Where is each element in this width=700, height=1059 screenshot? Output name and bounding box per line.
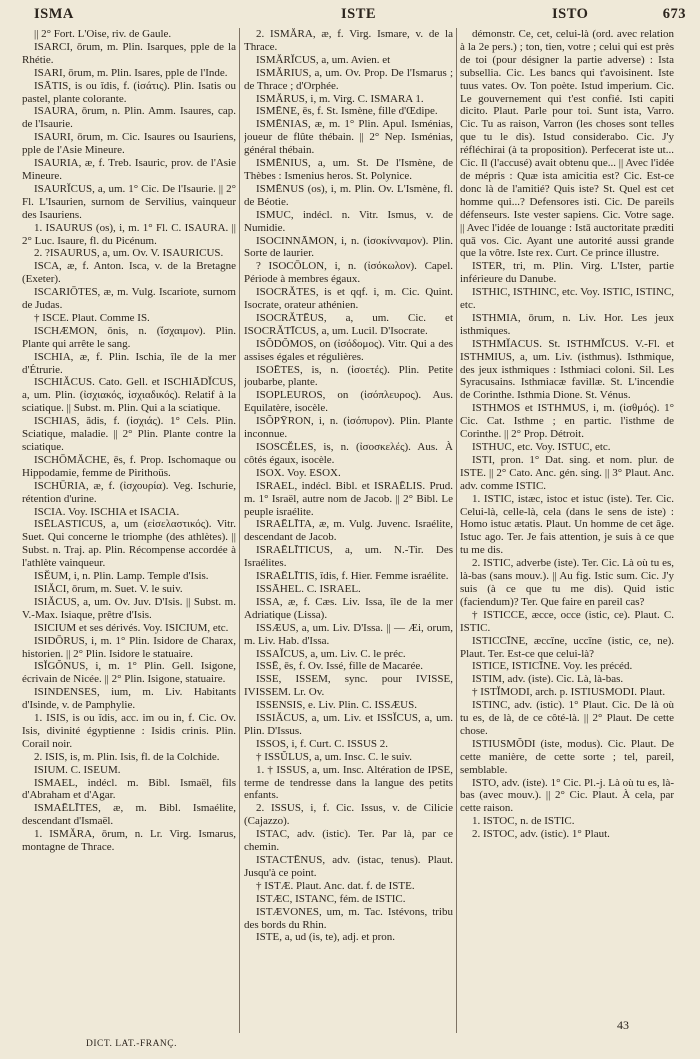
dictionary-entry: ISMĒNIUS, a, um. St. De l'Ismène, de Thèbes : Ismenius heros. St. Polynice. (244, 157, 453, 182)
dictionary-entry: ISARCI, ōrum, m. Plin. Isarques, pple de la Rhétie. (22, 40, 236, 66)
dictionary-entry: ISRAEL, indécl. Bibl. et ISRAĒLIS. Prud. m. 1° Israël, autre nom de Jacob. || 2° Bibl. Le peuple israélite. (244, 479, 453, 518)
dictionary-entry: ISCHIA, æ, f. Plin. Ischia, île de la mer d'Étrurie. (22, 350, 236, 376)
dictionary-entry: ISMĂRUS, i, m. Virg. C. ISMARA 1. (256, 92, 424, 105)
column-2 (244, 28, 453, 1038)
dictionary-entry: ISSĒ, ēs, f. Ov. Issé, fille de Macarée. (256, 660, 423, 673)
dictionary-entry: ISRAĒLĪTA, æ, m. Vulg. Juvenc. Israélite, descendant de Jacob. (244, 518, 453, 544)
dictionary-entry: ISMUC, indécl. n. Vitr. Ismus, v. de Numidie. (244, 208, 453, 234)
dictionary-entry: ISAURI, ōrum, m. Cic. Isaures ou Isauriens, pple de l'Asie Mineure. (22, 131, 236, 157)
dictionary-entry: ISTACTĒNUS, adv. (istac, tenus). Plaut. Jusqu'à ce point. (244, 854, 453, 879)
dictionary-entry: || 2° Fort. L'Oise, riv. de Gaule. (34, 28, 172, 40)
dictionary-entry: ISTO, adv. (iste). 1° Cic. Pl.-j. Là où tu es, là-bas (avec mouv.). || 2° Cic. Plaut. À cela, par cette raison. (460, 776, 674, 815)
dictionary-entry: ISMAĒLĪTES, æ, m. Bibl. Ismaélite, descendant d'Ismaël. (22, 802, 236, 828)
column-divider (456, 28, 457, 1033)
dictionary-entry: ISIĂCUS, a, um. Ov. Juv. D'Isis. || Subst. m. V.-Max. Isiaque, prêtre d'Isis. (22, 595, 236, 621)
header-left-guideword: ISMA (34, 6, 74, 22)
dictionary-entry: ISMAEL, indécl. m. Bibl. Ismaël, fils d'Abraham et d'Agar. (22, 776, 236, 802)
dictionary-entry: ISOX. Voy. ESOX. (256, 466, 341, 479)
dictionary-entry: 2. ISIS, is, m. Plin. Isis, fl. de la Colchide. (34, 750, 220, 763)
dictionary-entry: ISTICCĪNE, æccĭne, uccĭne (istic, ce, ne). Plaut. Ter. Est-ce que celui-là? (460, 634, 674, 660)
dictionary-entry: ISCHIAS, ădis, f. (ἰσχιάς). 1° Cels. Plin. Sciatique, maladie. || 2° Plin. Plante contre la sciatique. (22, 415, 236, 453)
dictionary-entry: ISĒLASTICUS, a, um (εἰσελαστικός). Vitr. Suet. Qui concerne le triomphe (des athlètes). || Subst. n. Traj. ap. Plin. Récompense accordée à l'athlète vainqueur. (22, 518, 236, 570)
dictionary-entry: ISOCINNĀMON, i, n. (ἰσοκίνναμον). Plin. Sorte de laurier. (244, 234, 453, 260)
dictionary-entry: ISOSCĔLES, is, n. (ἰσοσκελές). Aus. À côtés égaux, isocèle. (244, 441, 453, 466)
dictionary-entry: 2. ?ISAURUS, a, um. Ov. V. ISAURICUS. (34, 247, 224, 260)
footer-imprint: DICT. LAT.-FRANÇ. (86, 1039, 178, 1049)
column-divider (239, 28, 240, 1033)
header-right-guideword: ISTO (552, 6, 589, 22)
dictionary-entry: ISSE, ISSEM, sync. pour IVISSE, IVISSEM. Lr. Ov. (244, 673, 453, 699)
dictionary-entry: 2. ISSUS, i, f. Cic. Issus, v. de Cilicie (Cajazzo). (244, 802, 453, 828)
header-middle-guideword: ISTE (341, 6, 377, 22)
dictionary-entry: ISSAĬCUS, a, um. Liv. C. le préc. (256, 647, 406, 660)
running-header (18, 6, 686, 28)
dictionary-entry: ISŎDŎMOS, on (ἰσόδομος). Vitr. Qui a des assises égales et régulières. (244, 337, 453, 363)
column-1 (22, 28, 236, 1038)
page-number: 673 (662, 6, 686, 22)
dictionary-entry: ISTAC, adv. (istic). Ter. Par là, par ce chemin. (244, 828, 453, 854)
dictionary-entry: ISMĒNE, ēs, f. St. Ismène, fille d'Œdipe. (256, 105, 438, 118)
dictionary-entry: ISCA, æ, f. Anton. Isca, v. de la Bretagne (Exeter). (22, 260, 236, 286)
dictionary-entry: † ISSŬLUS, a, um. Insc. C. le suiv. (256, 750, 413, 763)
dictionary-entry: ISRAĒLĪTICUS, a, um. N.-Tir. Des Israélites. (244, 544, 453, 570)
dictionary-entry: ISMĂRĬCUS, a, um. Avien. et (256, 53, 391, 66)
dictionary-entry: ISTE, a, ud (is, te), adj. et pron. (256, 931, 395, 944)
dictionary-entry: ISOPLEUROS, on (ἰσόπλευρος). Aus. Equilatère, isocèle. (244, 389, 453, 415)
dictionary-entry: ISMĂRIUS, a, um. Ov. Prop. De l'Ismarus ; de Thrace ; d'Orphée. (244, 66, 453, 92)
dictionary-entry: 1. ISTOC, n. de ISTIC. (472, 815, 575, 828)
dictionary-entry: ISTHMOS et ISTHMUS, i, m. (ἰσθμός). 1° Cic. Cat. Isthme ; en partic. l'isthme de Corinthe. || 2° Prop. Détroit. (460, 402, 674, 441)
dictionary-entry: ISTIM, adv. (iste). Cic. Là, là-bas. (472, 673, 624, 686)
dictionary-entry: ISSIĂCUS, a, um. Liv. et ISSĬCUS, a, um. Plin. D'Issus. (244, 712, 453, 737)
dictionary-entry: 1. † ISSUS, a, um. Insc. Altération de IPSE, terme de tendresse dans la langue des petits enfants. (244, 763, 453, 802)
dictionary-entry: † ISTICCE, æcce, occe (istic, ce). Plaut. C. ISTIC. (460, 608, 674, 634)
dictionary-entry: ISSENSIS, e. Liv. Plin. C. ISSÆUS. (256, 699, 417, 712)
dictionary-entry: ISTINC, adv. (istic). 1° Plaut. Cic. De là où tu es, de là, de ce côté-là. || 2° Plaut. De cette chose. (460, 699, 674, 737)
dictionary-entry: ISICIUM et ses dérivés. Voy. ISICIUM, etc. (34, 621, 229, 634)
dictionary-entry: 1. ISAURUS (os), i, m. 1° Fl. C. ISAURA. || 2° Luc. Isaure, fl. du Picénum. (22, 221, 236, 247)
dictionary-entry: ISMĒNIAS, æ, m. 1° Plin. Apul. Isménias, joueur de flûte thébain. || 2° Nep. Isménias, général thébain. (244, 118, 453, 157)
dictionary-entry: ISĀTIS, is ou ĭdis, f. (ἰσάτις). Plin. Isatis ou pastel, plante colorante. (22, 79, 236, 105)
dictionary-entry: ISCHÆMON, ŏnis, n. (ἴσχαιμον). Plin. Plante qui arrête le sang. (22, 324, 236, 350)
dictionary-entry: † ISCE. Plaut. Comme IS. (34, 311, 150, 324)
dictionary-entry: ISOCRĂTĒUS, a, um. Cic. et ISOCRĂTĪCUS, a, um. Lucil. D'Isocrate. (244, 311, 453, 337)
dictionary-entry: ISSA, æ, f. Cæs. Liv. Issa, île de la mer Adriatique (Lissa). (244, 595, 453, 621)
dictionary-entry: ISTHUC, etc. Voy. ISTUC, etc. (472, 441, 611, 453)
dictionary-entry: ISTI, pron. 1° Dat. sing. et nom. plur. de ISTE. || 2° Cato. Anc. gén. sing. || 3° Plaut. Anc. adv. comme ISTIC. (460, 453, 674, 492)
dictionary-entry: ISINDENSES, ium, m. Liv. Habitants d'Isinde, v. de Pamphylie. (22, 686, 236, 712)
dictionary-entry: ISSĀHEL. C. ISRAEL. (256, 582, 361, 595)
dictionary-entry: ISOĒTES, is, n. (ἰσοετές). Plin. Petite joubarbe, plante. (244, 363, 453, 389)
dictionary-entry: 2. ISTOC, adv. (istic). 1° Plaut. (472, 828, 610, 841)
dictionary-entry: ISTER, tri, m. Plin. Virg. L'Ister, partie inférieure du Danube. (460, 260, 674, 286)
column-3 (460, 28, 674, 1038)
dictionary-entry: ISSOS, i, f. Curt. C. ISSUS 2. (256, 737, 389, 750)
dictionary-entry: ISĔUM, i, n. Plin. Lamp. Temple d'Isis. (34, 570, 209, 583)
dictionary-entry: 2. ISTIC, adverbe (iste). Ter. Cic. Là où tu es, là-bas (sans mouv.). || Au fig. Istic sum. Cic. J'y suis (à ce que tu me dis). Quid istic (faciendum)? Ter. Que faire en pareil cas? (460, 557, 674, 608)
dictionary-entry: ISTHMĬACUS. St. ISTHMĬCUS. V.-Fl. et ISTHMIUS, a, um. Liv. (isthmus). Isthmique, des jeux isthmiques : Isthmiaci coloni. Sil. Les Syracusains. Isthmiacæ favillæ. St. L'incendie de Corinthe. Isthmia Dione. St. Vénus. (460, 337, 674, 402)
dictionary-entry: ISRAĒLĪTIS, ĭdis, f. Hier. Femme israélite. (256, 570, 449, 583)
dictionary-entry: ISTÆC, ISTANC, fém. de ISTIC. (256, 892, 406, 905)
footer-signature: 43 (617, 1018, 629, 1032)
dictionary-entry: † ISTÆ. Plaut. Anc. dat. f. de ISTE. (256, 879, 415, 892)
dictionary-entry: 1. ISMĂRA, ōrum, n. Lr. Virg. Ismarus, montagne de Thrace. (22, 828, 236, 854)
dictionary-entry: ISTHMIA, ōrum, n. Liv. Hor. Les jeux isthmiques. (460, 311, 674, 337)
dictionary-entry: ISAURA, ōrum, n. Plin. Amm. Isaures, cap. de l'Isaurie. (22, 105, 236, 131)
dictionary-entry: ISCHŌMĂCHE, ēs, f. Prop. Ischomaque ou Hippodamie, femme de Pirithoüs. (22, 453, 236, 479)
dictionary-entry: ISŎPȲRON, i, n. (ἰσόπυρον). Plin. Plante inconnue. (244, 415, 453, 441)
dictionary-entry: ? ISOCŌLON, i, n. (ἰσόκωλον). Capel. Période à membres égaux. (244, 260, 453, 286)
dictionary-entry: ISIDŌRUS, i, m. 1° Plin. Isidore de Charax, historien. || 2° Plin. Isidore le statuaire. (22, 634, 236, 660)
dictionary-entry: ISCIA. Voy. ISCHIA et ISACIA. (34, 505, 180, 518)
dictionary-entry: ISAURĬCUS, a, um. 1° Cic. De l'Isaurie. || 2° Fl. L'Isaurien, surnom de Servilius, vainqueur des Isauriens. (22, 182, 236, 221)
dictionary-entry: ISTÆVONES, um, m. Tac. Istévons, tribu des bords du Rhin. (244, 905, 453, 931)
dictionary-entry: ISARI, ōrum, m. Plin. Isares, pple de l'Inde. (34, 66, 228, 79)
dictionary-entry: 1. ISTIC, istæc, istoc et istuc (iste). Ter. Cic. Celui-là, celle-là, cela (dans le sens de iste) : Homo istuc ætatis. Plaut. Un homme de cet âge. Istuc ago. Ter. Je fais attention, je suis à ce que tu me dis. (460, 492, 674, 557)
dictionary-entry: † ISTĬMODI, arch. p. ISTIUSMODI. Plaut. (472, 686, 666, 699)
dictionary-entry: ISCARIŌTES, æ, m. Vulg. Iscariote, surnom de Judas. (22, 286, 236, 312)
dictionary-entry: démonstr. Ce, cet, celui-là (ord. avec relation à la 2e pers.) ; ton, tien, votre ; celui qui est près de toi (pour désigner la partie adverse) : Ista subsellia. Cic. Les bancs qui t'avoisinent. Iste tuus vates. Ov. Ton poète. Istud imperium. Cic. Le gouvernement qui t'est confié. Isti capiti dicito. Plaut. Parle pour toi. Sunt ista, Varro. Cic. Tu as raison, Varron (les choses sont telles que tu le dis). Istud considerabo. Cic. J'y réfléchirai (à ta proposition). Perfecerat iste ut... Cic. Il (l'accusé) avait obtenu que... || Avec l'idée de mépris : Quæ ista amicitia est? Cic. Est-ce donc là de l'amitié? Quis iste? St. Quel est cet homme qui...? Defensores isti. Cic. De pareils défenseurs. Iste vester sapiens. Cic. Votre sage. || Avec l'idée de louange : Istā auctoritate præditi quā vos. Cic. Ayant une autorité aussi grande que la vôtre. Iste rex. Curt. Ce prince illustre. (460, 28, 674, 260)
dictionary-entry: ISĬGŎNUS, i, m. 1° Plin. Gell. Isigone, écrivain de Nicée. || 2° Plin. Isigone, statuaire. (22, 660, 236, 686)
dictionary-entry: ISIĂCI, ōrum, m. Suet. V. le suiv. (34, 582, 183, 595)
dictionary-entry: ISMĒNUS (os), i, m. Plin. Ov. L'Ismène, fl. de Béotie. (244, 182, 453, 208)
dictionary-entry: ISCHŪRIA, æ, f. (ἰσχουρία). Veg. Ischurie, rétention d'urine. (22, 479, 236, 505)
dictionary-entry: ISOCRĂTES, is et qqf. i, m. Cic. Quint. Isocrate, orateur athénien. (244, 286, 453, 312)
dictionary-entry: ISAURIA, æ, f. Treb. Isauric, prov. de l'Asie Mineure. (22, 157, 236, 182)
dictionary-entry: ISTICE, ISTICĪNE. Voy. les précéd. (472, 660, 633, 673)
dictionary-entry: ISSÆUS, a, um. Liv. D'Issa. || — Æi, orum, m. Liv. Hab. d'Issa. (244, 621, 453, 647)
dictionary-entry: 2. ISMĂRA, æ, f. Virg. Ismare, v. de la Thrace. (244, 28, 453, 53)
dictionary-entry: ISIUM. C. ISEUM. (34, 763, 121, 776)
dictionary-entry: ISTIUSMŎDI (iste, modus). Cic. Plaut. De cette manière, de cette sorte ; tel, pareil, semblable. (460, 737, 674, 776)
dictionary-entry: ISCHIĂCUS. Cato. Gell. et ISCHIĀDĬCUS, a, um. Plin. (ἰσχιακός, ἰσχιαδικός). Relatif à la sciatique. || Subst. m. Plin. Qui a la sciatique. (22, 376, 236, 415)
dictionary-entry: 1. ISIS, is ou ĭdis, acc. im ou in, f. Cic. Ov. Isis, divinité égyptienne : Isidis crinis. Plin. Corail noir. (22, 712, 236, 750)
dictionary-entry: ISTHIC, ISTHINC, etc. Voy. ISTIC, ISTINC, etc. (460, 286, 674, 312)
